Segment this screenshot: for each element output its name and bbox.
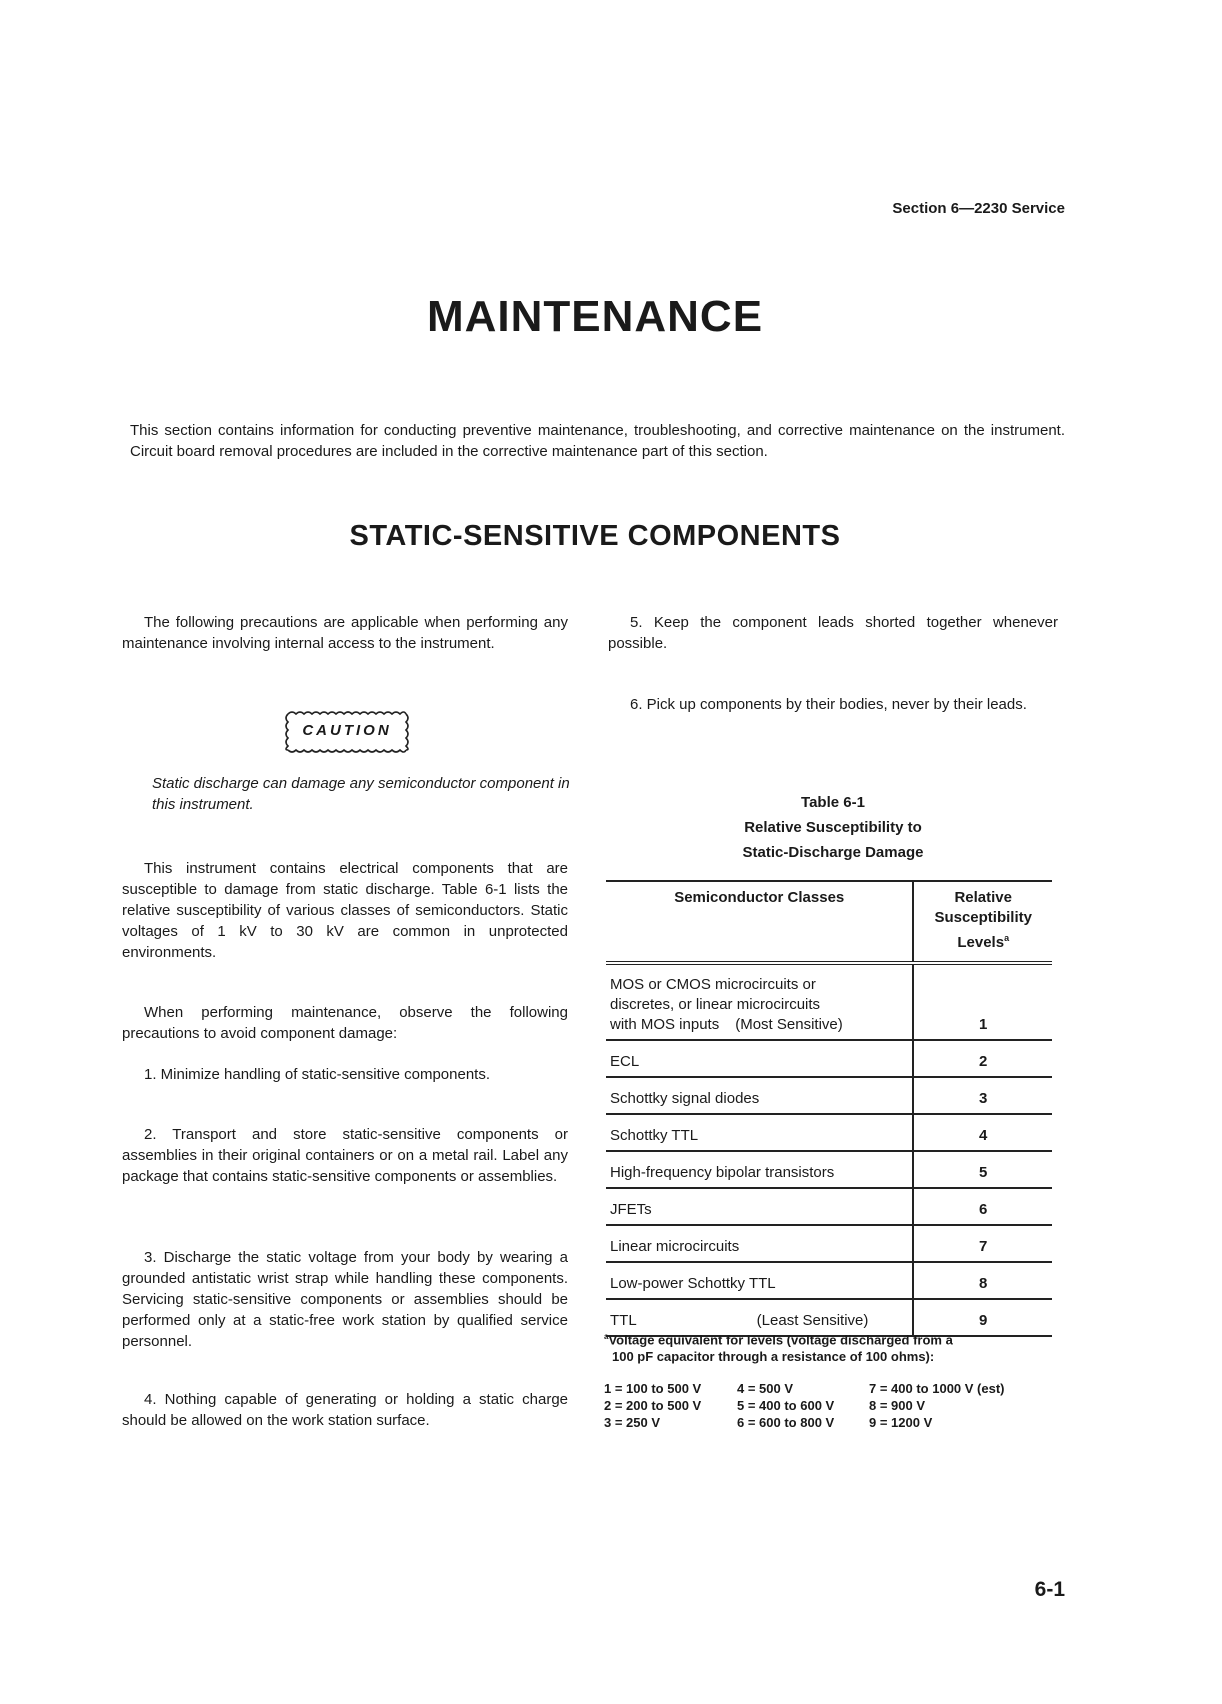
observe-paragraph: When performing maintenance, observe the following precautions to avoid component damage: <box>122 1004 568 1042</box>
table-footnote: $^a$Voltage equivalent for levels (voltage discharged from a 100 pF capacitor through a resistance of 100 ohms): <box>604 1332 953 1365</box>
header-relative: Relative <box>954 889 1012 906</box>
intro-paragraph: This section contains information for conducting preventive maintenance, troubleshooting, and corrective maintenance on the instrument. Circuit board removal procedures are included in the corrective maintenance part of this section. <box>130 422 1065 460</box>
page-title: MAINTENANCE <box>426 292 764 341</box>
table-row <box>606 1188 1052 1225</box>
caution-note: Static discharge can damage any semiconductor component in this instrument. <box>152 775 570 813</box>
table-caption-line-1: Relative Susceptibility to <box>744 819 922 836</box>
level-cell: 5 <box>913 1151 1052 1188</box>
precaution-item-1: 1. Minimize handling of static-sensitive components. <box>144 1066 490 1083</box>
susceptibility-table <box>606 880 1052 1337</box>
level-cell: 1 <box>913 963 1052 1040</box>
section-header: Section 6—2230 Service <box>892 200 1065 217</box>
table-row <box>606 1077 1052 1114</box>
header-susceptibility: Susceptibility <box>934 909 1032 926</box>
susceptibility-paragraph: This instrument contains electrical components that are susceptible to damage from static discharge. Table 6-1 lists the relative susceptibility of various classes of semiconductors. Static voltages of 1 kV to 30 kV are common in unprotected environments. <box>122 860 568 961</box>
class-cell: TTL (Least Sensitive) <box>610 1312 869 1329</box>
least-sensitive-note: (Least Sensitive) <box>756 1312 869 1329</box>
level-cell: 6 <box>913 1188 1052 1225</box>
precaution-item-4: 4. Nothing capable of generating or holding a static charge should be allowed on the work station surface. <box>122 1391 568 1429</box>
table-caption <box>608 790 1058 865</box>
precaution-item-2: 2. Transport and store static-sensitive components or assemblies in their original containers or on a metal rail. Label any package that contains static-sensitive components or assemblies. <box>122 1126 568 1185</box>
precaution-item-3: 3. Discharge the static voltage from your body by wearing a grounded antistatic wrist strap while handling these components. Servicing static-sensitive components or assemblies should be performed only at a static-free work station by qualified service personnel. <box>122 1249 568 1350</box>
class-cell: Schottky TTL <box>610 1127 699 1144</box>
voltage-levels-grid <box>604 1380 1074 1431</box>
table-number: Table 6-1 <box>801 794 865 811</box>
level-cell: 8 <box>913 1262 1052 1299</box>
level-cell: 7 <box>913 1225 1052 1262</box>
caution-box <box>282 708 412 756</box>
table-row <box>606 1262 1052 1299</box>
class-cell: Low-power Schottky TTL <box>610 1275 776 1292</box>
table-caption-line-2: Static-Discharge Damage <box>742 844 924 861</box>
table-row <box>606 1225 1052 1262</box>
most-sensitive-note: (Most Sensitive) <box>735 1016 843 1033</box>
class-cell: High-frequency bipolar transistors <box>610 1164 835 1181</box>
header-relative-levels <box>913 881 1052 963</box>
voltage-levels-row: 3 = 250 V 6 = 600 to 800 V 9 = 1200 V <box>604 1415 933 1430</box>
voltage-levels-row: 2 = 200 to 500 V 5 = 400 to 600 V 8 = 900 V <box>604 1398 926 1413</box>
page-number: 6-1 <box>1034 1578 1065 1601</box>
table-row <box>606 1151 1052 1188</box>
class-cell: JFETs <box>610 1201 652 1218</box>
section-heading: STATIC-SENSITIVE COMPONENTS <box>349 520 841 552</box>
level-cell: 9 <box>913 1299 1052 1336</box>
table-row <box>606 963 1052 1040</box>
level-cell: 2 <box>913 1040 1052 1077</box>
class-cell: MOS or CMOS microcircuits or discretes, or linear microcircuits with MOS inputs (Most Sensitive) <box>610 976 843 1033</box>
precaution-item-6: 6. Pick up components by their bodies, never by their leads. <box>630 696 1027 713</box>
table-header-row <box>606 881 1052 963</box>
level-cell: 4 <box>913 1114 1052 1151</box>
voltage-levels-row: 1 = 100 to 500 V 4 = 500 V 7 = 400 to 1000 V (est) <box>604 1381 1005 1396</box>
table-row <box>606 1114 1052 1151</box>
class-cell: ECL <box>610 1053 640 1070</box>
left-column <box>122 612 568 654</box>
class-cell: Schottky signal diodes <box>610 1090 760 1107</box>
table-row <box>606 1040 1052 1077</box>
level-cell: 3 <box>913 1077 1052 1114</box>
header-levels: Levels$^a$ <box>957 933 1010 951</box>
precaution-item-5: 5. Keep the component leads shorted together whenever possible. <box>608 614 1058 652</box>
precautions-intro: The following precautions are applicable when performing any maintenance involving internal access to the instrument. <box>122 614 568 652</box>
caution-label: CAUTION <box>302 722 392 739</box>
right-column <box>608 612 1058 654</box>
class-cell: Linear microcircuits <box>610 1238 740 1255</box>
page-title-wrap <box>120 292 1070 342</box>
header-semiconductor-classes: Semiconductor Classes <box>674 889 845 906</box>
